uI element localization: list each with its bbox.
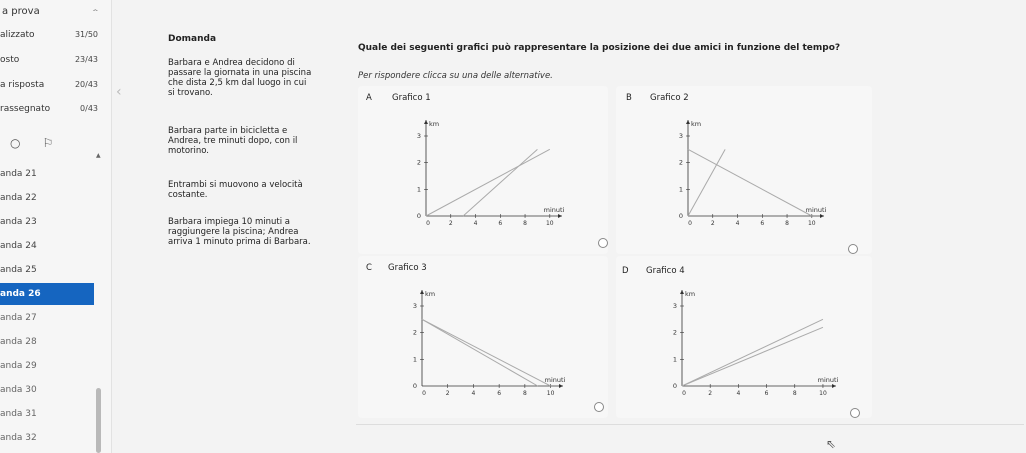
x-tick-label: 4 (736, 390, 741, 397)
series-line-barbara (422, 319, 551, 386)
x-tick-label: 0 (422, 390, 426, 397)
sidebar-item-question[interactable]: anda 27 (0, 313, 37, 323)
x-tick-label: 0 (426, 220, 430, 227)
sidebar-item-question[interactable]: anda 31 (0, 409, 37, 419)
x-tick-label: 8 (792, 390, 797, 397)
chart-grafico-1 (412, 112, 572, 230)
question-line: che dista 2,5 km dal luogo in cui (168, 78, 307, 88)
sidebar-item-question[interactable]: anda 25 (0, 265, 37, 275)
question-line: costante. (168, 190, 208, 200)
y-axis-label: km (429, 120, 440, 128)
y-tick-label: 2 (678, 158, 683, 167)
y-tick-label: 1 (412, 355, 417, 364)
series-line-barbara (426, 149, 550, 216)
y-tick-label: 2 (672, 328, 677, 337)
option-b-card[interactable] (616, 86, 872, 254)
y-tick-label: 0 (416, 212, 421, 220)
x-tick-label: 4 (735, 220, 740, 227)
question-line: Andrea, tre minuti dopo, con il (168, 136, 298, 146)
question-line: passare la giornata in una piscina (168, 68, 312, 78)
option-a-card[interactable] (358, 86, 608, 254)
y-tick-label: 3 (678, 132, 683, 140)
stat-value: 20/43 (74, 80, 98, 89)
stat-row (0, 55, 112, 69)
x-tick-label: 0 (682, 390, 686, 397)
x-tick-label: 8 (523, 220, 527, 227)
y-tick-label: 2 (416, 158, 421, 167)
x-tick-label: 8 (785, 220, 789, 227)
option-c-radio[interactable] (594, 402, 604, 412)
y-tick-label: 2 (412, 328, 417, 337)
option-b-radio[interactable] (848, 244, 858, 254)
x-axis-label: minuti (805, 206, 827, 214)
chevron-up-icon[interactable]: ^ (92, 8, 99, 15)
option-c-card[interactable] (358, 256, 608, 418)
stat-value: 31/50 (74, 30, 98, 39)
series-line-andrea (422, 319, 538, 386)
x-tick-label: 0 (688, 220, 692, 227)
chart-grafico-3 (408, 282, 573, 400)
x-tick-label: 2 (710, 220, 715, 227)
x-axis-arrow (559, 384, 563, 388)
x-axis-label: minuti (543, 206, 565, 214)
sidebar-scrollbar[interactable] (96, 388, 101, 453)
x-tick-label: 2 (448, 220, 453, 227)
option-letter: D (622, 266, 629, 276)
stat-value: 0/43 (80, 104, 98, 113)
x-tick-label: 6 (497, 390, 502, 397)
y-axis-arrow (424, 120, 428, 124)
series-line-barbara (682, 327, 823, 386)
chart-grafico-2 (674, 112, 834, 230)
option-title: Grafico 4 (646, 266, 685, 276)
option-d-card[interactable] (616, 256, 872, 418)
x-axis-label: minuti (544, 376, 566, 384)
x-tick-label: 10 (807, 220, 816, 227)
sidebar-item-question[interactable]: anda 21 (0, 169, 37, 179)
previous-arrow-icon[interactable]: ‹ (116, 84, 122, 100)
question-prompt: Quale dei seguenti grafici può rappresentare la posizione dei due amici in funzione del tempo? (358, 43, 841, 53)
option-title: Grafico 2 (650, 93, 689, 103)
x-tick-label: 10 (545, 220, 554, 227)
question-line: raggiungere la piscina; Andrea (168, 227, 299, 237)
series-line-andrea (682, 319, 823, 386)
sidebar (0, 0, 112, 453)
y-axis-arrow (686, 120, 690, 124)
question-heading: Domanda (168, 34, 217, 44)
sidebar-item-question[interactable]: anda 24 (0, 241, 37, 251)
question-paragraph (168, 126, 348, 156)
sidebar-item-question-active[interactable]: anda 26 (0, 283, 94, 305)
sidebar-item-question[interactable]: anda 23 (0, 217, 37, 227)
x-axis-arrow (820, 214, 824, 218)
y-axis-arrow (420, 290, 424, 294)
sidebar-item-question[interactable]: anda 32 (0, 433, 37, 443)
stat-value: 23/43 (74, 55, 98, 64)
option-a-radio[interactable] (598, 238, 608, 248)
flag-filter-icon[interactable]: ⚐ (42, 136, 54, 150)
x-tick-label: 4 (473, 220, 478, 227)
stat-label: osto (0, 55, 20, 65)
y-tick-label: 0 (412, 382, 417, 390)
option-letter: C (366, 263, 372, 273)
sidebar-item-question[interactable]: anda 29 (0, 361, 37, 371)
sidebar-filters (10, 136, 75, 150)
question-paragraph (168, 180, 348, 200)
y-axis-label: km (691, 120, 702, 128)
y-tick-label: 0 (672, 382, 677, 390)
option-title: Grafico 3 (388, 263, 427, 273)
option-letter: B (626, 93, 632, 103)
question-line: motorino. (168, 146, 210, 156)
stat-row (0, 80, 112, 94)
y-tick-label: 3 (412, 302, 417, 310)
stat-label: rassegnato (0, 104, 51, 114)
question-paragraph (168, 217, 348, 247)
x-tick-label: 6 (760, 220, 765, 227)
question-line: Barbara parte in bicicletta e (168, 126, 288, 136)
question-line: Entrambi si muovono a velocità (168, 180, 303, 190)
y-tick-label: 1 (416, 185, 421, 194)
x-tick-label: 2 (708, 390, 713, 397)
caret-up-icon[interactable]: ▲ (96, 152, 101, 159)
series-line-andrea (463, 149, 537, 216)
x-tick-label: 6 (764, 390, 769, 397)
x-tick-label: 10 (546, 390, 555, 397)
option-d-radio[interactable] (850, 408, 860, 418)
question-line: Barbara e Andrea decidono di (168, 58, 295, 68)
answer-hint: Per rispondere clicca su una delle alternative. (358, 71, 553, 81)
y-axis-label: km (685, 290, 696, 298)
y-axis-label: km (425, 290, 436, 298)
x-tick-label: 10 (819, 390, 827, 397)
y-tick-label: 1 (672, 355, 677, 364)
question-line: si trovano. (168, 88, 213, 98)
y-axis-arrow (680, 290, 684, 294)
sidebar-item-question[interactable]: anda 22 (0, 193, 37, 203)
stat-label: alizzato (0, 30, 35, 40)
question-line: arriva 1 minuto prima di Barbara. (168, 237, 311, 247)
divider (356, 424, 1024, 425)
option-letter: A (366, 93, 372, 103)
circle-filter-icon[interactable]: ○ (10, 136, 21, 150)
sidebar-item-question[interactable]: anda 28 (0, 337, 37, 347)
mouse-cursor-icon: ⇖ (826, 437, 837, 451)
x-tick-label: 8 (522, 390, 527, 397)
sidebar-item-question[interactable]: anda 30 (0, 385, 37, 395)
x-tick-label: 6 (498, 220, 503, 227)
x-tick-label: 4 (471, 390, 476, 397)
option-title: Grafico 1 (392, 93, 431, 103)
chart-grafico-4 (668, 282, 846, 400)
stat-row (0, 104, 112, 118)
x-axis-label: minuti (817, 376, 839, 384)
sidebar-title: a prova (2, 6, 40, 17)
stat-label: a risposta (0, 80, 45, 90)
x-axis-arrow (558, 214, 562, 218)
question-paragraph (168, 58, 348, 98)
stat-row (0, 30, 112, 44)
y-tick-label: 3 (672, 302, 677, 310)
x-tick-label: 2 (445, 390, 450, 397)
x-axis-arrow (832, 384, 836, 388)
y-tick-label: 1 (678, 185, 683, 194)
y-tick-label: 0 (678, 212, 683, 220)
question-line: Barbara impiega 10 minuti a (168, 217, 291, 227)
y-tick-label: 3 (416, 132, 421, 140)
